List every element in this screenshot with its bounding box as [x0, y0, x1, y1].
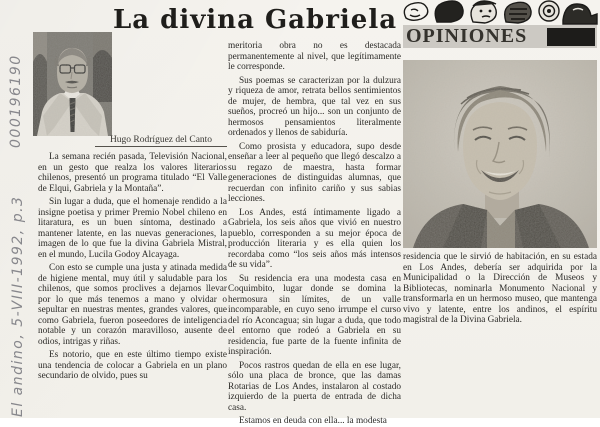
- paragraph: Es notorio, que en este último tiempo existe una tendencia de colocar a Gabriela en un plano secundario de olvido, pues su: [38, 350, 227, 381]
- section-title: OPINIONES: [406, 25, 528, 47]
- article-headline: La divina Gabriela: [112, 5, 398, 35]
- article-byline: Hugo Rodríguez del Canto: [95, 135, 227, 147]
- section-masthead: [403, 25, 597, 48]
- gabriela-portrait-photo: [403, 60, 597, 248]
- paragraph: Sin lugar a duda, que el homenaje rendido a la insigne poetisa y primer Premio Nobel chileno en litaratura, es un buen síntoma, destinado a mantener latente, en las nuevas generaciones, la imagen de lo que fue la divina Gabriela Mistral, en el mundo, Lucila Godoy Alcayaga.: [38, 197, 227, 260]
- paragraph: Su residencia era una modesta casa en Coquimbito, lugar donde se domina la hermosura sin límites, de un valle incomparable, en cuyo seno irrumpe el curso del río Aconcagua; sin lugar a duda, que todo el entorno que rodeó a Gabriela en su residencia, fue parte de la fuente infinita de inspiración.: [228, 273, 401, 357]
- paragraph: Con esto se cumple una justa y atinada medida de higiene mental, muy útil y saludable para los chilenos, que somos proclives a dejarnos llevar por lo que más tenemos a mano y olvidar o sepultar en nuestras mentes, grandes valores, que como Gabriela, fueron poseedores de inteligencia notable y un corazón maravilloso, ausente de odios, intrigas y riñas.: [38, 263, 227, 347]
- paragraph: residencia que le sirvió de habitación, en su estada en Los Andes, debería ser adquirida por la Municipalidad o la Dirección de Museos y Bibliotecas, nominarla Monumento Nacional y transformarla en un hermoso museo, que mantenga vivo y latente, entre los andinos, el espíritu magistral de la Divina Gabriela.: [403, 252, 597, 325]
- paragraph: meritoria obra no es destacada permanentemente al nivel, que legítimamente le corresponde.: [228, 41, 401, 72]
- article-column-left: [38, 152, 227, 418]
- article-column-middle: [228, 41, 401, 426]
- paragraph: Sus poemas se caracterizan por la dulzura y riqueza de amor, retrata bellos sentimientos de mujer, de hembra, que tal vez en sus sueños, procreó un hijo... son un conjunto de hermosos pensamientos literalmente ordenados y llenos de sabiduría.: [228, 75, 401, 138]
- cartoon-doodle-strip: [403, 0, 597, 24]
- author-portrait-photo: [33, 32, 112, 136]
- handwritten-archive-number: 000196190: [8, 54, 24, 148]
- paragraph: Los Andes, está íntimamente ligado a Gabriela, los seis años que vivió en nuestro pueblo, corresponden a su mejor época de producción literaria y es ella quien los recordaba como “los seis años más intensos de su vida”.: [228, 207, 401, 270]
- handwritten-citation: El andino, 5-VIII-1992, p.3: [10, 195, 26, 417]
- paragraph: Como prosista y educadora, supo desde enseñar a leer al pequeño que llegó descalzo a su regazo de maestra, hasta formar generaciones de distinguidas alumnas, que recuerdan con infinito cariño y sus sabias lecciones.: [228, 141, 401, 204]
- paragraph: La semana recién pasada, Televisión Nacional, en un gesto que realza los valores literarios chilenos, presentó un programa titulado “El Valle de Elqui, Gabriela y la Montaña”.: [38, 152, 227, 194]
- paragraph: Pocos rastros quedan de ella en ese lugar, sólo una placa de bronce, que las damas Rotarias de Los Andes, instalaron al costado izquierdo de la puerta de entrada de dicha casa.: [228, 360, 401, 413]
- masthead-black-block: [547, 28, 595, 46]
- paragraph: Estamos en deuda con ella... la modesta: [239, 416, 387, 426]
- article-column-right: [403, 252, 597, 352]
